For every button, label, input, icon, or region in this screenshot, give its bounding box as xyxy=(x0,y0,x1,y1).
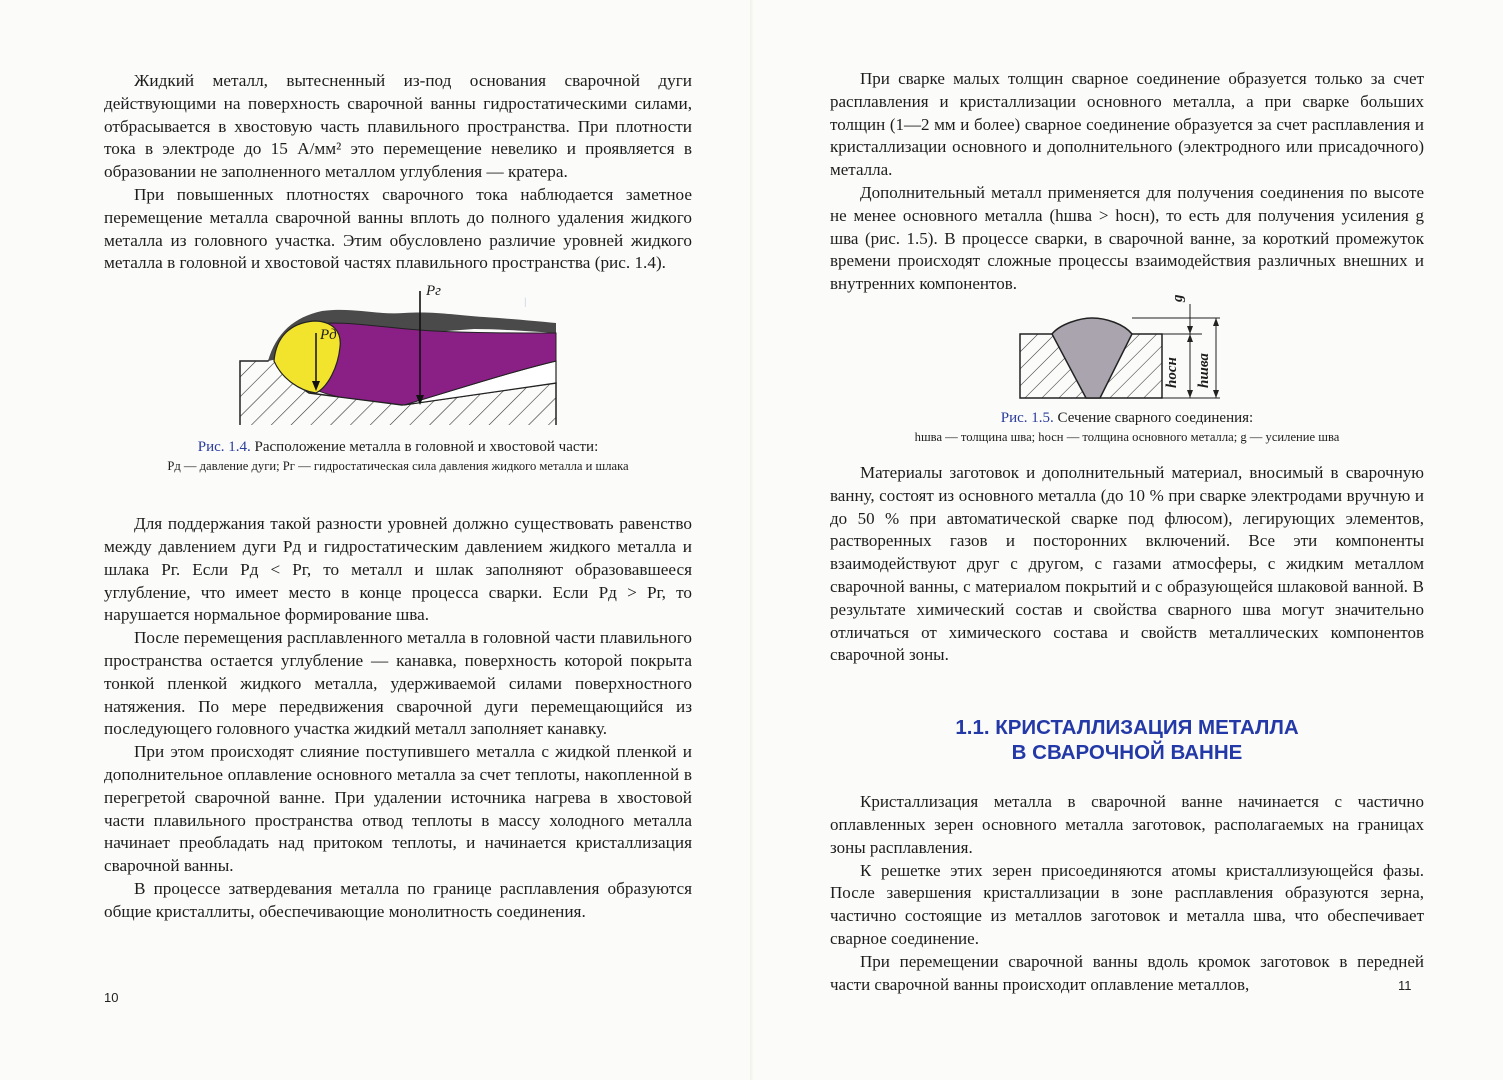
section-title: 1.1. КРИСТАЛЛИЗАЦИЯ МЕТАЛЛА xyxy=(955,716,1299,740)
figure-caption xyxy=(830,408,1424,428)
hosn-label: hосн xyxy=(1164,357,1180,388)
figure-label: Рис. 1.4. xyxy=(197,439,251,456)
figure-1-5 xyxy=(830,294,1424,454)
g-label: g xyxy=(1170,294,1186,302)
paragraph: После перемещения расплавленного металла в головной части плавильного пространства остается углубление — канавка, поверхность которой покрыта тонкой пленкой жидкого металла, удерживаемой силами поверхностного натяжения. По мере передвижения сварочной дуги перемещающийся из последующего головного участка жидкий металл заполняет канавку. xyxy=(104,628,692,739)
right-column xyxy=(830,68,1424,996)
figure-legend: Pд — давление дуги; Pг — гидростатическая сила давления жидкого металла и шлака xyxy=(167,459,629,474)
figure-label: Рис. 1.5. xyxy=(1000,409,1054,426)
pd-label: Pд xyxy=(320,327,337,344)
paragraph: Материалы заготовок и дополнительный материал, вносимый в сварочную ванну, состоят из основного металла (до 10 % при сварке электродами вручную и до 50 % при автоматической сварке под флюсом), легирующих элементов, растворенных газов и посторонних включений. Все эти компоненты взаимодействуют друг с другом, с газами атмосферы, с жидким металлом сварочной ванны, с материалом покрытий и с образующейся шлаковой ванной. В результате химический состав и свойства сварного шва могут значительно отличаться от химического состава и свойств металлических компонентов сварочной зоны. xyxy=(830,462,1424,665)
paragraph: При повышенных плотностях сварочного тока наблюдается заметное перемещение металла сварочной ванны вплоть до полного удаления жидкого металла из головного участка. Этим обусловлено различие уровней жидкого металла в головной и хвостовой частях плавильного пространства (рис. 1.4). xyxy=(104,184,692,273)
paragraph: При сварке малых толщин сварное соединение образуется только за счет расплавления и кристаллизации основного металла, а при сварке больших толщин (1—2 мм и более) сварное соединение образуется за счет расплавления и кристаллизации основного и дополнительного (электродного или присадочного) металла. xyxy=(830,69,1424,180)
figure-caption xyxy=(104,437,692,457)
figure-1-4 xyxy=(104,275,692,503)
left-column xyxy=(104,70,692,924)
bleed-through-mark: | xyxy=(524,297,527,309)
figure-legend: hшва — толщина шва; hосн — толщина основного металла; g — усиление шва xyxy=(914,429,1340,444)
paragraph: Жидкий металл, вытесненный из-под основания сварочной дуги действующими на поверхность сварочной ванны гидростатическими силами, отбрасывается в хвостовую часть плавильного пространства. При плотности тока в электроде до 15 А/мм² это перемещение невелико и проявляется в образовании не заполненного металлом углубления — кратера. xyxy=(104,71,692,182)
paragraph: При этом происходят слияние поступившего металла с жидкой пленкой и дополнительное оплавление основного металла за счет теплоты, накопленной в перегретой сварочной ванне. При удалении источника нагрева в хвостовой части плавильного пространства отвод теплоты в массу холодного металла начинает преобладать над притоком теплоты, и начинается кристаллизация сварочной ванны. xyxy=(104,742,692,876)
right-page xyxy=(752,0,1503,1080)
paragraph: Для поддержания такой разности уровней должно существовать равенство между давлением дуги Pд и гидростатическим давлением жидкого металла и шлака Pг. Если Pд < Pг, то металл и шлак заполняют образовавшееся углубление, что имеет место в конце процесса сварки. Если Pд > Pг, то нарушается нормальное формирование шва. xyxy=(104,514,692,625)
paragraph: Кристаллизация металла в сварочной ванне начинается с частично оплавленных зерен основного металла заготовок, располагаемых на границах зоны расплавления. xyxy=(830,792,1424,857)
paragraph: К решетке этих зерен присоединяются атомы кристаллизующейся фазы. После завершения кристаллизации в зоне расплавления образуются зерна, частично состоящие из металлов заготовок и металла шва, что обеспечивает сварное соединение. xyxy=(830,860,1424,948)
pg-label: Pг xyxy=(426,283,442,300)
paragraph: При перемещении сварочной ванны вдоль кромок заготовок в передней части сварочной ванны происходит оплавление металлов, xyxy=(830,951,1424,994)
page-number: 11 xyxy=(1398,978,1412,993)
figure-caption-text: Сечение сварного соединения: xyxy=(1057,409,1254,426)
page-number: 10 xyxy=(104,990,119,1005)
paragraph: Дополнительный металл применяется для получения соединения по высоте не менее основного металла (hшва > hосн), то есть для получения усиления g шва (рис. 1.5). В процессе сварки, в сварочной ванне, за короткий промежуток времени происходят сложные процессы взаимодействия различных внешних и внутренних компонентов. xyxy=(830,182,1424,294)
paragraph: В процессе затвердевания металла по границе расплавления образуются общие кристаллиты, обеспечивающие монолитность соединения. xyxy=(104,878,692,921)
weld-section-diagram xyxy=(830,304,1424,404)
section-title: В СВАРОЧНОЙ ВАННЕ xyxy=(1011,741,1243,765)
figure-caption-text: Расположение металла в головной и хвостовой части: xyxy=(254,439,599,456)
hshva-label: hшва xyxy=(1196,353,1212,388)
weld-pool-diagram xyxy=(104,275,692,425)
